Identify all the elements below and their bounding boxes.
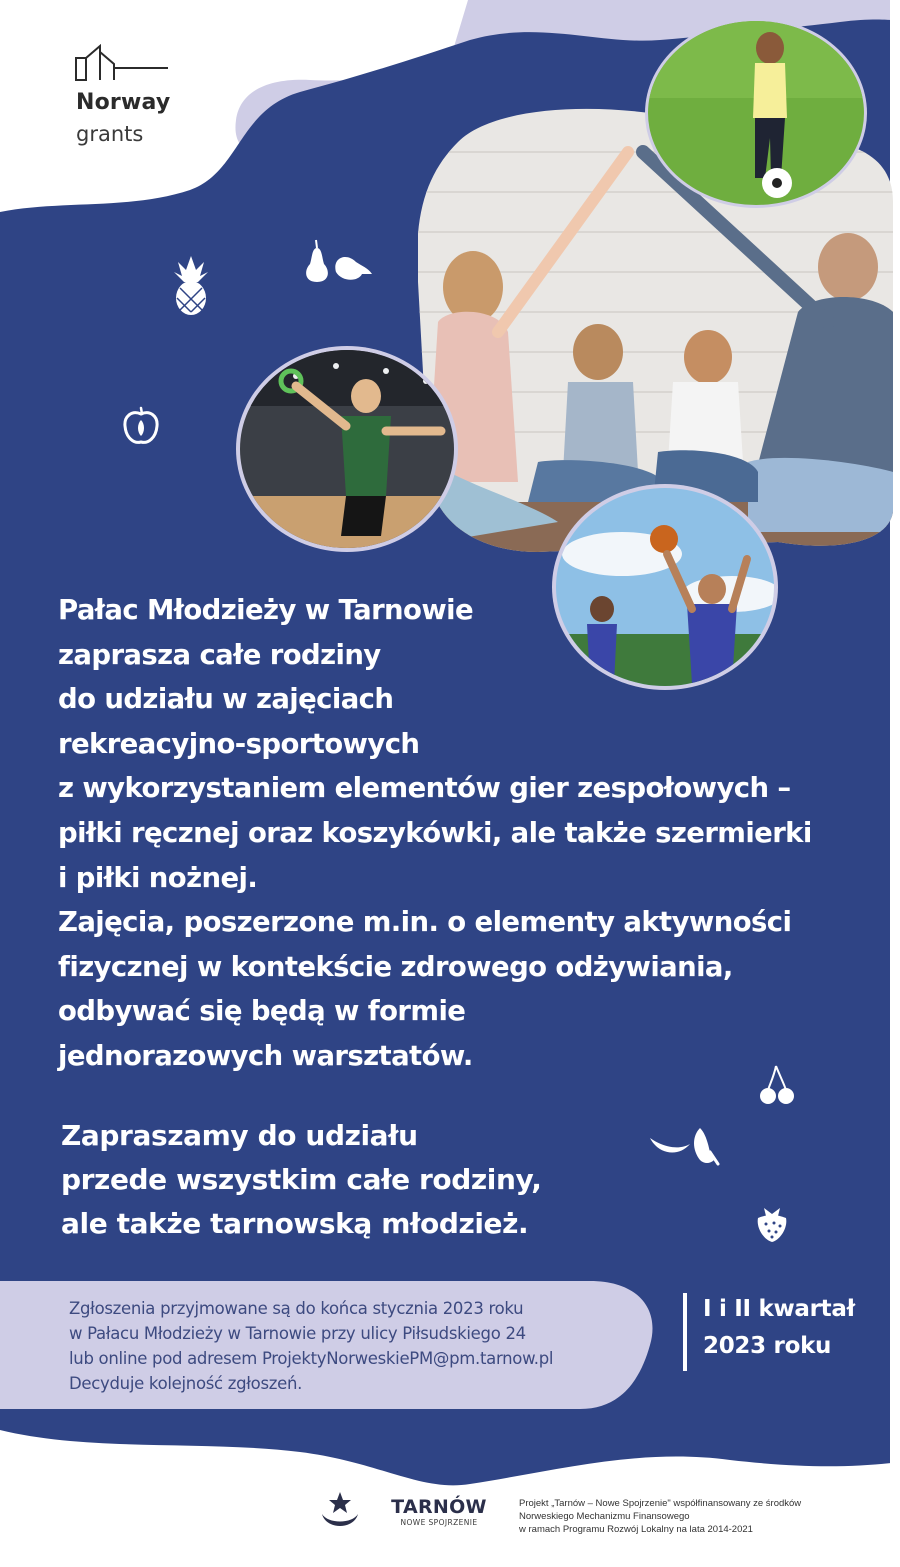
logo-brand-text: Norway xyxy=(76,90,171,115)
project-note xyxy=(519,1497,801,1536)
signup-info xyxy=(69,1296,553,1396)
main-line: Pałac Młodzieży w Tarnowie xyxy=(58,594,474,626)
main-line: do udziału w zajęciach xyxy=(58,683,394,716)
main-line: zaprasza całe rodziny xyxy=(58,638,381,671)
tarnow-logo-text: TARNÓW xyxy=(391,1496,487,1518)
tarnow-logo xyxy=(389,1496,489,1528)
main-line: z wykorzystaniem elementów gier zespołowych – xyxy=(58,772,791,805)
signup-email-line[interactable]: lub online pod adresem ProjektyNorweskiePM@pm.tarnow.pl xyxy=(69,1349,554,1368)
tarnow-crest-icon xyxy=(318,1490,362,1534)
main-line: i piłki nożnej. xyxy=(58,861,258,894)
quarter-line: 2023 roku xyxy=(703,1333,832,1359)
banana-icon xyxy=(648,1124,720,1166)
signup-line: w Pałacu Młodzieży w Tarnowie przy ulicy Piłsudskiego 24 xyxy=(69,1324,526,1343)
invite-line: przede wszystkim całe rodziny, xyxy=(61,1163,542,1196)
pears-icon xyxy=(302,238,374,284)
invite-paragraph xyxy=(61,1114,541,1246)
norway-grants-logo-icon xyxy=(74,44,174,84)
main-line: piłki ręcznej oraz koszykówki, ale także szermierki xyxy=(58,816,812,849)
project-line: Projekt „Tarnów – Nowe Spojrzenie" współfinansowany ze środków xyxy=(519,1498,802,1509)
logo-sub-text: grants xyxy=(76,122,144,146)
signup-line: Zgłoszenia przyjmowane są do końca stycznia 2023 roku xyxy=(69,1299,524,1318)
main-line: fizycznej w kontekście zdrowego odżywiania, xyxy=(58,950,733,983)
handball-photo xyxy=(236,346,458,552)
tarnow-logo-subtext: NOWE SPOJRZENIE xyxy=(400,1518,478,1527)
invite-line: ale także tarnowską młodzież. xyxy=(61,1207,529,1240)
strawberry-icon xyxy=(754,1204,790,1244)
invite-line: Zapraszamy do udziału xyxy=(61,1119,418,1152)
quarter-line: I i II kwartał xyxy=(703,1296,855,1322)
project-line: w ramach Programu Rozwój Lokalny na lata 2014-2021 xyxy=(519,1524,753,1535)
norway-grants-logo xyxy=(74,44,184,154)
quarter-label xyxy=(703,1291,855,1365)
quarter-divider xyxy=(683,1293,687,1371)
main-line: Zajęcia, poszerzone m.in. o elementy aktywności xyxy=(58,906,792,939)
apple-icon xyxy=(122,404,160,446)
main-line: rekreacyjno-sportowych xyxy=(58,727,420,760)
main-line: odbywać się będą w formie xyxy=(58,995,466,1028)
project-line: Norweskiego Mechanizmu Finansowego xyxy=(519,1511,690,1522)
signup-line: Decyduje kolejność zgłoszeń. xyxy=(69,1374,303,1393)
badge-icon xyxy=(80,1478,126,1524)
football-photo xyxy=(645,18,867,208)
main-description xyxy=(58,588,888,1079)
main-line: jednorazowych warsztatów. xyxy=(58,1039,473,1072)
pineapple-icon xyxy=(172,254,210,316)
